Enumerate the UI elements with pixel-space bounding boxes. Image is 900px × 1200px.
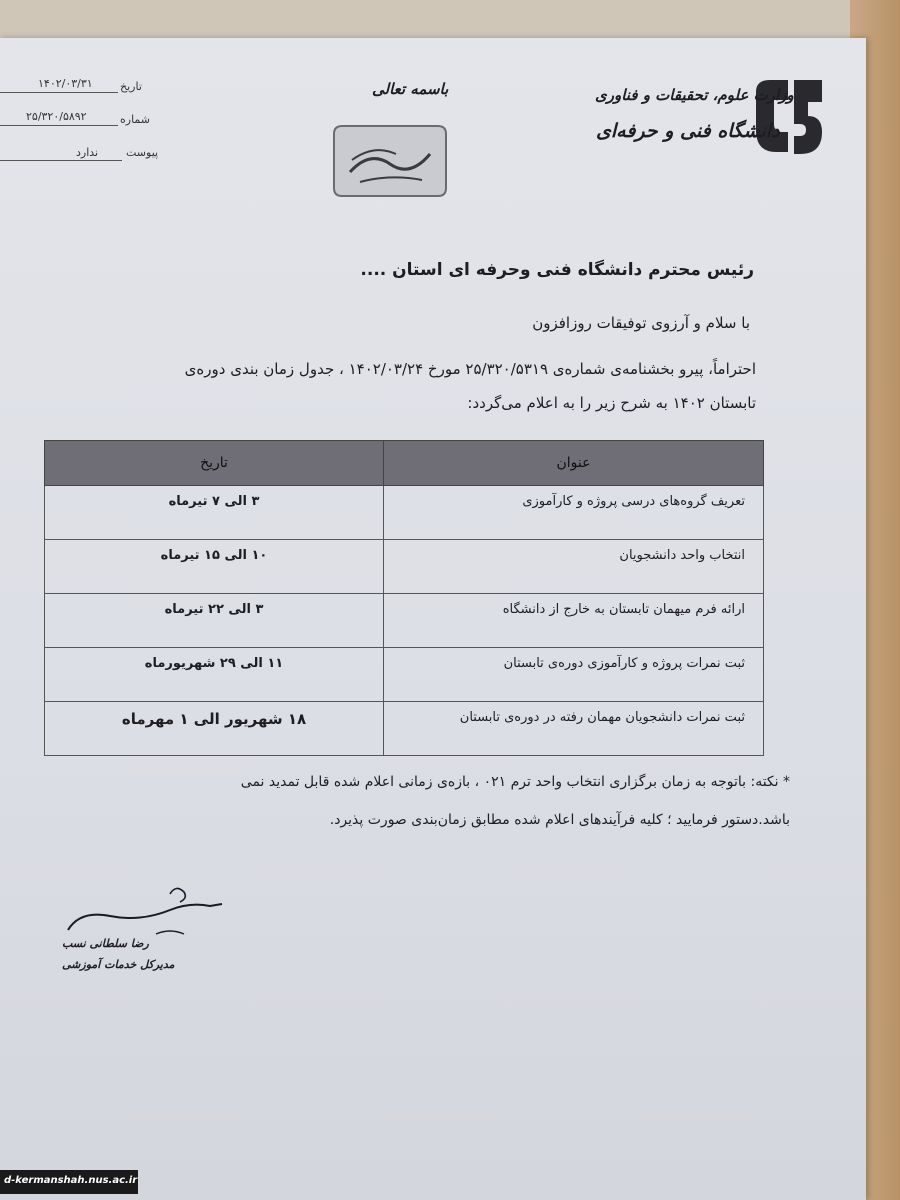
number-label: شماره [120,113,151,126]
site-url: d-kermanshah.nus.ac.ir [4,1175,138,1186]
row-date: ۱۰ الی ۱۵ تیرماه [45,540,384,594]
date-value: ۱۴۰۲/۰۳/۳۱ [38,77,93,90]
attachment-label: پیوست [126,146,159,159]
basmala-heading: باسمه تعالی [372,80,449,98]
row-subject: تعریف گروه‌های درسی پروژه و کارآموزی [384,486,764,540]
ministry-name: وزارت علوم، تحقیقات و فناوری [595,86,794,104]
attachment-underline [0,160,122,161]
table-header-row [45,441,764,486]
table-row [45,540,764,594]
greeting: با سلام و آرزوی توفیقات روزافزون [532,314,750,332]
intro-line-1: احتراماً، پیرو بخشنامه‌ی شماره‌ی ۲۵/۳۲۰/۵۳۱۹ مورخ ۱۴۰۲/۰۳/۲۴ ، جدول زمان بندی دوره‌ی [184,360,756,378]
number-value: ۲۵/۳۲۰/۵۸۹۲ [26,110,87,123]
number-underline [0,125,118,126]
attachment-value: ندارد [76,146,99,159]
table-row [45,702,764,756]
row-date: ۱۱ الی ۲۹ شهریورماه [45,648,384,702]
table-row [45,594,764,648]
university-name: دانشگاه فنی و حرفه‌ای [596,120,780,142]
signatory-name: رضا سلطانی نسب [62,937,149,950]
emblem-seal-icon [330,120,450,202]
background-top [0,0,900,40]
intro-line-2: تابستان ۱۴۰۲ به شرح زیر را به اعلام می‌گردد: [467,394,756,412]
addressee: رئیس محترم دانشگاه فنی وحرفه ای استان .... [360,260,754,280]
row-subject: ارائه فرم میهمان تابستان به خارج از دانشگاه [384,594,764,648]
date-label: تاریخ [120,80,142,93]
row-date: ۳ الی ۲۲ تیرماه [45,594,384,648]
schedule-table [44,440,764,756]
header-subject: عنوان [384,441,764,486]
signatory-title: مدیرکل خدمات آموزشی [62,958,175,971]
row-date: ۳ الی ۷ تیرماه [45,486,384,540]
table-row [45,486,764,540]
date-underline [0,92,118,93]
header-date: تاریخ [45,441,384,486]
note-line-2: باشد.دستور فرمایید ؛ کلیه فرآیندهای اعلام شده مطابق زمان‌بندی صورت پذیرد. [329,812,790,828]
row-subject: ثبت نمرات دانشجویان مهمان رفته در دوره‌ی تابستان [384,702,764,756]
row-date: ۱۸ شهریور الی ۱ مهرماه [45,702,384,756]
table-row [45,648,764,702]
row-subject: انتخاب واحد دانشجویان [384,540,764,594]
note-line-1: * نکته: باتوجه به زمان برگزاری انتخاب واحد ترم ۰۲۱ ، بازه‌ی زمانی اعلام شده قابل تمدید نمی [240,774,790,790]
row-subject: ثبت نمرات پروژه و کارآموزی دوره‌ی تابستان [384,648,764,702]
